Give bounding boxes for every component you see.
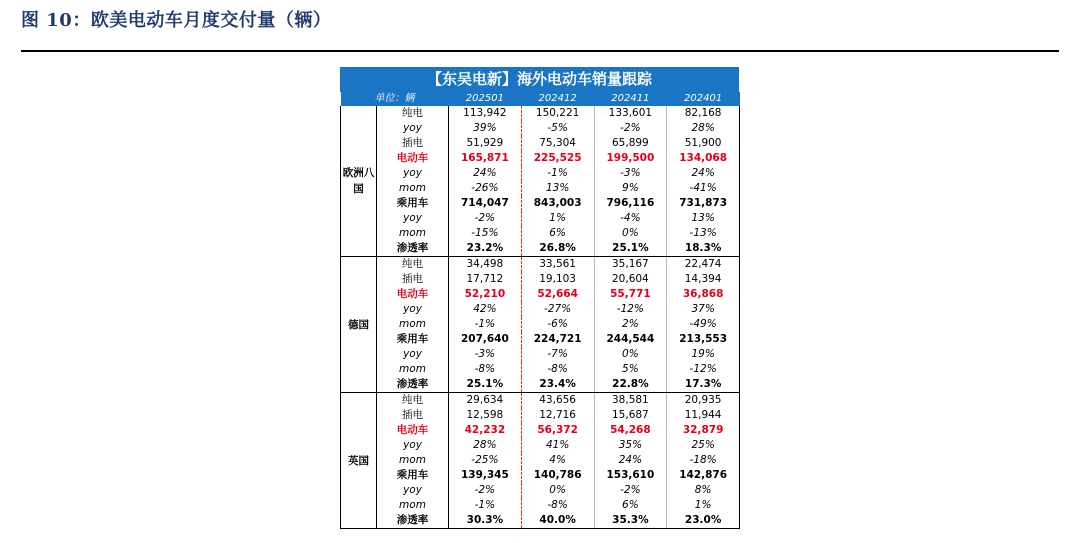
value-cell: 65,899 xyxy=(594,136,667,151)
metric-label: yoy xyxy=(377,438,449,453)
figure-title: 图 10：欧美电动车月度交付量（辆） xyxy=(21,10,332,31)
value-cell: 42,232 xyxy=(449,423,522,438)
metric-label: 渗透率 xyxy=(377,241,449,257)
value-cell: 29,634 xyxy=(449,393,522,409)
value-cell: 35,167 xyxy=(594,257,667,273)
period-header: 202401 xyxy=(667,92,740,106)
value-cell: 1% xyxy=(521,211,594,226)
value-cell: -4% xyxy=(594,211,667,226)
value-cell: 17,712 xyxy=(449,272,522,287)
region-label: 英国 xyxy=(341,393,377,529)
value-cell: 52,664 xyxy=(521,287,594,302)
metric-label: 乘用车 xyxy=(377,196,449,211)
value-cell: -7% xyxy=(521,347,594,362)
value-cell: 13% xyxy=(521,181,594,196)
table-row xyxy=(341,377,740,393)
value-cell: -49% xyxy=(667,317,740,332)
value-cell: -2% xyxy=(594,121,667,136)
table-row xyxy=(341,211,740,226)
value-cell: 19% xyxy=(667,347,740,362)
value-cell: 153,610 xyxy=(594,468,667,483)
metric-label: yoy xyxy=(377,211,449,226)
metric-label: mom xyxy=(377,498,449,513)
value-cell: 6% xyxy=(521,226,594,241)
value-cell: 4% xyxy=(521,453,594,468)
value-cell: 32,879 xyxy=(667,423,740,438)
metric-label: 电动车 xyxy=(377,287,449,302)
value-cell: -41% xyxy=(667,181,740,196)
value-cell: 30.3% xyxy=(449,513,522,529)
value-cell: -26% xyxy=(449,181,522,196)
metric-label: mom xyxy=(377,362,449,377)
region-label: 欧洲八国 xyxy=(341,106,377,257)
data-table xyxy=(340,92,740,529)
metric-label: 电动车 xyxy=(377,423,449,438)
value-cell: -2% xyxy=(594,483,667,498)
value-cell: 35.3% xyxy=(594,513,667,529)
period-header: 202411 xyxy=(594,92,667,106)
metric-label: 电动车 xyxy=(377,151,449,166)
value-cell: 2% xyxy=(594,317,667,332)
value-cell: 796,116 xyxy=(594,196,667,211)
value-cell: 23.2% xyxy=(449,241,522,257)
value-cell: 40.0% xyxy=(521,513,594,529)
metric-label: 渗透率 xyxy=(377,513,449,529)
value-cell: 56,372 xyxy=(521,423,594,438)
value-cell: 0% xyxy=(594,226,667,241)
metric-label: yoy xyxy=(377,483,449,498)
value-cell: 12,716 xyxy=(521,408,594,423)
value-cell: -25% xyxy=(449,453,522,468)
metric-label: 插电 xyxy=(377,136,449,151)
table-body xyxy=(341,106,740,529)
value-cell: 225,525 xyxy=(521,151,594,166)
table-title: 【东吴电新】海外电动车销量跟踪 xyxy=(340,67,739,92)
value-cell: -1% xyxy=(521,166,594,181)
value-cell: 54,268 xyxy=(594,423,667,438)
table-row xyxy=(341,408,740,423)
table-row xyxy=(341,136,740,151)
value-cell: 8% xyxy=(667,483,740,498)
unit-label: 单位：辆 xyxy=(341,92,449,106)
value-cell: 244,544 xyxy=(594,332,667,347)
value-cell: -5% xyxy=(521,121,594,136)
value-cell: 133,601 xyxy=(594,106,667,121)
value-cell: 24% xyxy=(449,166,522,181)
value-cell: -2% xyxy=(449,483,522,498)
period-header: 202412 xyxy=(521,92,594,106)
table-row xyxy=(341,106,740,121)
metric-label: 纯电 xyxy=(377,257,449,273)
metric-label: yoy xyxy=(377,302,449,317)
value-cell: 28% xyxy=(449,438,522,453)
value-cell: 25.1% xyxy=(594,241,667,257)
value-cell: 150,221 xyxy=(521,106,594,121)
table-row xyxy=(341,166,740,181)
value-cell: 140,786 xyxy=(521,468,594,483)
value-cell: 55,771 xyxy=(594,287,667,302)
value-cell: 18.3% xyxy=(667,241,740,257)
table-row xyxy=(341,483,740,498)
table-row xyxy=(341,287,740,302)
value-cell: 13% xyxy=(667,211,740,226)
metric-label: mom xyxy=(377,181,449,196)
value-cell: 24% xyxy=(667,166,740,181)
value-cell: 139,345 xyxy=(449,468,522,483)
value-cell: 75,304 xyxy=(521,136,594,151)
metric-label: mom xyxy=(377,453,449,468)
value-cell: -8% xyxy=(521,362,594,377)
table-row xyxy=(341,453,740,468)
table-row xyxy=(341,226,740,241)
value-cell: 42% xyxy=(449,302,522,317)
value-cell: 22.8% xyxy=(594,377,667,393)
value-cell: -3% xyxy=(594,166,667,181)
value-cell: 51,900 xyxy=(667,136,740,151)
value-cell: -15% xyxy=(449,226,522,241)
value-cell: 20,935 xyxy=(667,393,740,409)
value-cell: -12% xyxy=(667,362,740,377)
table-row xyxy=(341,272,740,287)
value-cell: 39% xyxy=(449,121,522,136)
value-cell: 35% xyxy=(594,438,667,453)
value-cell: 207,640 xyxy=(449,332,522,347)
table-row xyxy=(341,332,740,347)
table-row xyxy=(341,468,740,483)
value-cell: -1% xyxy=(449,498,522,513)
value-cell: 731,873 xyxy=(667,196,740,211)
value-cell: 26.8% xyxy=(521,241,594,257)
value-cell: 41% xyxy=(521,438,594,453)
table-row xyxy=(341,302,740,317)
value-cell: 19,103 xyxy=(521,272,594,287)
table-row xyxy=(341,196,740,211)
value-cell: -13% xyxy=(667,226,740,241)
value-cell: 5% xyxy=(594,362,667,377)
value-cell: 224,721 xyxy=(521,332,594,347)
value-cell: 23.4% xyxy=(521,377,594,393)
period-header: 202501 xyxy=(449,92,522,106)
value-cell: 17.3% xyxy=(667,377,740,393)
value-cell: 15,687 xyxy=(594,408,667,423)
value-cell: -2% xyxy=(449,211,522,226)
title-divider xyxy=(21,50,1059,52)
value-cell: 52,210 xyxy=(449,287,522,302)
table-row xyxy=(341,393,740,409)
value-cell: 33,561 xyxy=(521,257,594,273)
value-cell: 113,942 xyxy=(449,106,522,121)
value-cell: 34,498 xyxy=(449,257,522,273)
table-row xyxy=(341,423,740,438)
table-row xyxy=(341,438,740,453)
metric-label: 插电 xyxy=(377,408,449,423)
metric-label: 乘用车 xyxy=(377,332,449,347)
region-label: 德国 xyxy=(341,257,377,393)
table-row xyxy=(341,181,740,196)
value-cell: 9% xyxy=(594,181,667,196)
value-cell: 714,047 xyxy=(449,196,522,211)
metric-label: mom xyxy=(377,317,449,332)
value-cell: 23.0% xyxy=(667,513,740,529)
value-cell: 43,656 xyxy=(521,393,594,409)
table-row xyxy=(341,317,740,332)
value-cell: 20,604 xyxy=(594,272,667,287)
value-cell: 25% xyxy=(667,438,740,453)
metric-label: yoy xyxy=(377,347,449,362)
value-cell: 142,876 xyxy=(667,468,740,483)
value-cell: 6% xyxy=(594,498,667,513)
metric-label: yoy xyxy=(377,166,449,181)
metric-label: yoy xyxy=(377,121,449,136)
value-cell: 51,929 xyxy=(449,136,522,151)
value-cell: 165,871 xyxy=(449,151,522,166)
value-cell: 25.1% xyxy=(449,377,522,393)
value-cell: 82,168 xyxy=(667,106,740,121)
value-cell: 199,500 xyxy=(594,151,667,166)
value-cell: -3% xyxy=(449,347,522,362)
value-cell: 134,068 xyxy=(667,151,740,166)
value-cell: -8% xyxy=(521,498,594,513)
metric-label: mom xyxy=(377,226,449,241)
value-cell: -1% xyxy=(449,317,522,332)
value-cell: 37% xyxy=(667,302,740,317)
value-cell: -27% xyxy=(521,302,594,317)
value-cell: 28% xyxy=(667,121,740,136)
table-row xyxy=(341,151,740,166)
metric-label: 渗透率 xyxy=(377,377,449,393)
metric-label: 纯电 xyxy=(377,393,449,409)
metric-label: 乘用车 xyxy=(377,468,449,483)
value-cell: 0% xyxy=(521,483,594,498)
value-cell: 0% xyxy=(594,347,667,362)
metric-label: 插电 xyxy=(377,272,449,287)
value-cell: -8% xyxy=(449,362,522,377)
value-cell: -6% xyxy=(521,317,594,332)
table-row xyxy=(341,257,740,273)
value-cell: 24% xyxy=(594,453,667,468)
table-row xyxy=(341,362,740,377)
value-cell: 12,598 xyxy=(449,408,522,423)
value-cell: -18% xyxy=(667,453,740,468)
table-row xyxy=(341,347,740,362)
value-cell: -12% xyxy=(594,302,667,317)
table-row xyxy=(341,498,740,513)
value-cell: 36,868 xyxy=(667,287,740,302)
value-cell: 1% xyxy=(667,498,740,513)
table-row xyxy=(341,121,740,136)
header-row xyxy=(341,92,740,106)
value-cell: 22,474 xyxy=(667,257,740,273)
value-cell: 11,944 xyxy=(667,408,740,423)
value-cell: 213,553 xyxy=(667,332,740,347)
metric-label: 纯电 xyxy=(377,106,449,121)
value-cell: 14,394 xyxy=(667,272,740,287)
table-row xyxy=(341,241,740,257)
value-cell: 843,003 xyxy=(521,196,594,211)
value-cell: 38,581 xyxy=(594,393,667,409)
table-row xyxy=(341,513,740,529)
sales-tracking-table xyxy=(340,67,739,529)
